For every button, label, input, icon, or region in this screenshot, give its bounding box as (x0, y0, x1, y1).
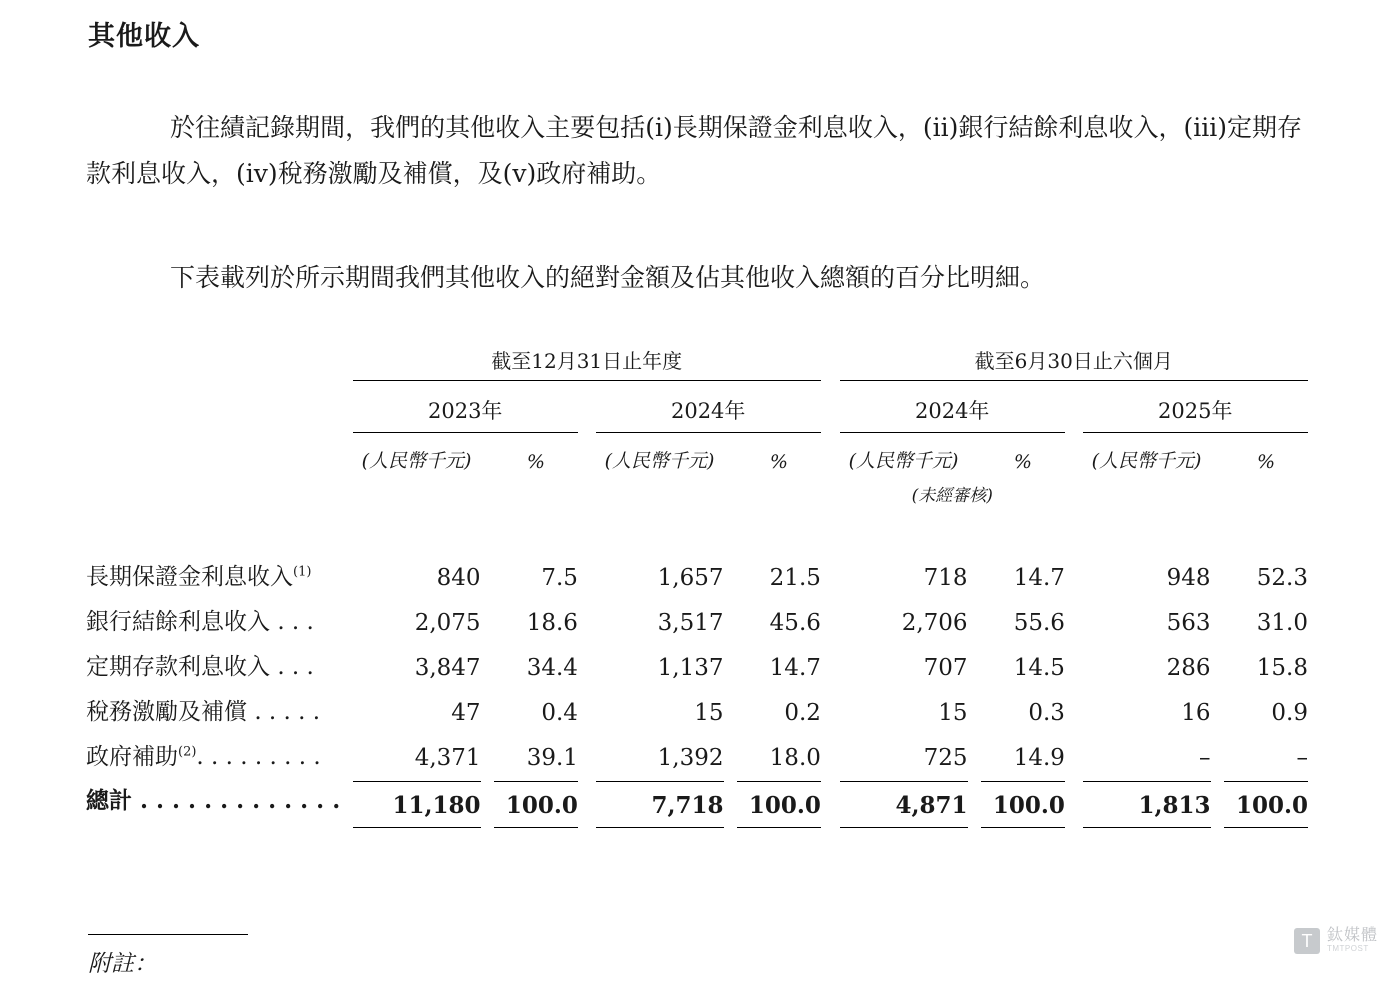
cell-value: 15.8 (1256, 655, 1308, 681)
cell-value: 2,075 (414, 610, 481, 636)
cell-value: 16 (1181, 700, 1211, 726)
year-header-2023: 2023年 (353, 381, 578, 433)
cell-value: 34.4 (526, 655, 578, 681)
cell-value: 3,847 (414, 655, 481, 681)
cell-value: 1,813 (1083, 781, 1211, 827)
cell-value: 45.6 (769, 610, 821, 636)
cell-value: 18.0 (769, 744, 821, 771)
cell-value: 21.5 (769, 565, 821, 591)
cell-value: 1,657 (657, 565, 724, 591)
cell-value: 31.0 (1256, 610, 1308, 636)
cell-value: 52.3 (1256, 565, 1308, 591)
unit-percent-2024-annual: % (769, 451, 788, 473)
unit-percent-2025-interim: % (1256, 451, 1276, 473)
cell-value: 11,180 (353, 781, 481, 827)
cell-value: – (1199, 744, 1211, 771)
cell-value: 0.4 (541, 700, 578, 726)
group-header-interim: 截至6月30日止六個月 (840, 345, 1308, 381)
watermark-sub: TMTPOST (1326, 944, 1369, 954)
cell-value: 0.3 (1028, 700, 1065, 726)
cell-value: 563 (1166, 610, 1211, 636)
table-row (86, 558, 1308, 603)
year-header-2024-interim: 2024年 (840, 381, 1065, 433)
cell-value: 718 (923, 565, 968, 591)
year-header-2025-interim: 2025年 (1083, 381, 1309, 433)
unit-currency-2025-interim: (人民幣千元) (1091, 450, 1202, 472)
cell-value: 14.7 (1013, 565, 1065, 591)
group-header-annual: 截至12月31日止年度 (353, 345, 821, 381)
row-label-time-deposit-interest: 定期存款利息收入 . . . (86, 654, 314, 680)
cell-value: 4,371 (414, 744, 481, 771)
paragraph-other-income-intro: 於往績記錄期間，我們的其他收入主要包括(i)長期保證金利息收入，(ii)銀行結餘利息收入，(iii)定期存款利息收入，(iv)稅務激勵及補償，及(v)政府補助。 (86, 113, 1302, 188)
cell-value: 18.6 (526, 610, 578, 636)
cell-value: 47 (451, 700, 481, 726)
footnote-divider (88, 934, 248, 935)
unit-currency-2024-annual: (人民幣千元) (604, 450, 715, 472)
footnote-label: 附註： (88, 951, 157, 977)
cell-value: 7.5 (541, 565, 578, 591)
table-row (86, 603, 1308, 648)
table-spacer-row (86, 506, 1308, 558)
cell-value: 14.9 (1013, 744, 1065, 771)
table-header-unit-row (86, 433, 1308, 474)
cell-value: 14.7 (769, 655, 821, 681)
table-header-year-row (86, 381, 1308, 433)
cell-value: 4,871 (840, 781, 968, 827)
unit-currency-2023: (人民幣千元) (361, 450, 472, 472)
watermark-logo-icon: T (1294, 928, 1320, 954)
cell-value: 39.1 (526, 744, 578, 771)
cell-value: – (1296, 744, 1308, 771)
table-row (86, 648, 1308, 693)
unaudited-note: (未經審核) (911, 486, 993, 506)
row-label-total: 總計 . . . . . . . . . . . . . (86, 787, 341, 814)
cell-value: 100.0 (1224, 781, 1308, 827)
row-label-bank-balance-interest: 銀行結餘利息收入 . . . (86, 609, 314, 635)
cell-value: 100.0 (737, 781, 821, 827)
cell-value: 100.0 (981, 781, 1065, 827)
table-total-row (86, 781, 1308, 827)
watermark-name: 鈦媒體 (1326, 927, 1378, 945)
table-double-rule (86, 827, 1308, 835)
cell-value: 55.6 (1013, 610, 1065, 636)
cell-value: 707 (923, 655, 968, 681)
cell-value: 1,137 (657, 655, 724, 681)
row-label-government-grant: 政府補助$^{(2)}$. . . . . . . . . (86, 744, 321, 770)
table-row (86, 693, 1308, 738)
cell-value: 948 (1166, 565, 1211, 591)
cell-value: 0.2 (784, 700, 821, 726)
cell-value: 15 (938, 700, 968, 726)
table-header-group-row (86, 345, 1308, 381)
cell-value: 100.0 (494, 781, 578, 827)
watermark-text (1327, 928, 1378, 953)
row-label-tax-incentive: 稅務激勵及補償 . . . . . (86, 699, 321, 725)
watermark (1294, 928, 1378, 954)
cell-value: 0.9 (1271, 700, 1308, 726)
cell-value: 2,706 (901, 610, 968, 636)
paragraph-table-intro: 下表載列於所示期間我們其他收入的絕對金額及佔其他收入總額的百分比明細。 (170, 263, 1046, 292)
table-header-unaudited-row (86, 473, 1308, 506)
other-income-table (86, 345, 1308, 835)
cell-value: 15 (694, 700, 724, 726)
unit-percent-2024-interim: % (1013, 451, 1032, 473)
cell-value: 1,392 (657, 744, 724, 771)
cell-value: 286 (1166, 655, 1211, 681)
page-title: 其他收入 (88, 21, 200, 52)
cell-value: 725 (923, 744, 968, 771)
row-label-long-term-deposit-interest: 長期保證金利息收入$^{(1)}$ (86, 564, 312, 590)
table-row (86, 738, 1308, 781)
cell-value: 7,718 (596, 781, 724, 827)
year-header-2024-annual: 2024年 (596, 381, 821, 433)
cell-value: 3,517 (657, 610, 724, 636)
cell-value: 840 (436, 565, 481, 591)
cell-value: 14.5 (1013, 655, 1065, 681)
unit-percent-2023: % (526, 451, 545, 473)
unit-currency-2024-interim: (人民幣千元) (848, 450, 959, 472)
